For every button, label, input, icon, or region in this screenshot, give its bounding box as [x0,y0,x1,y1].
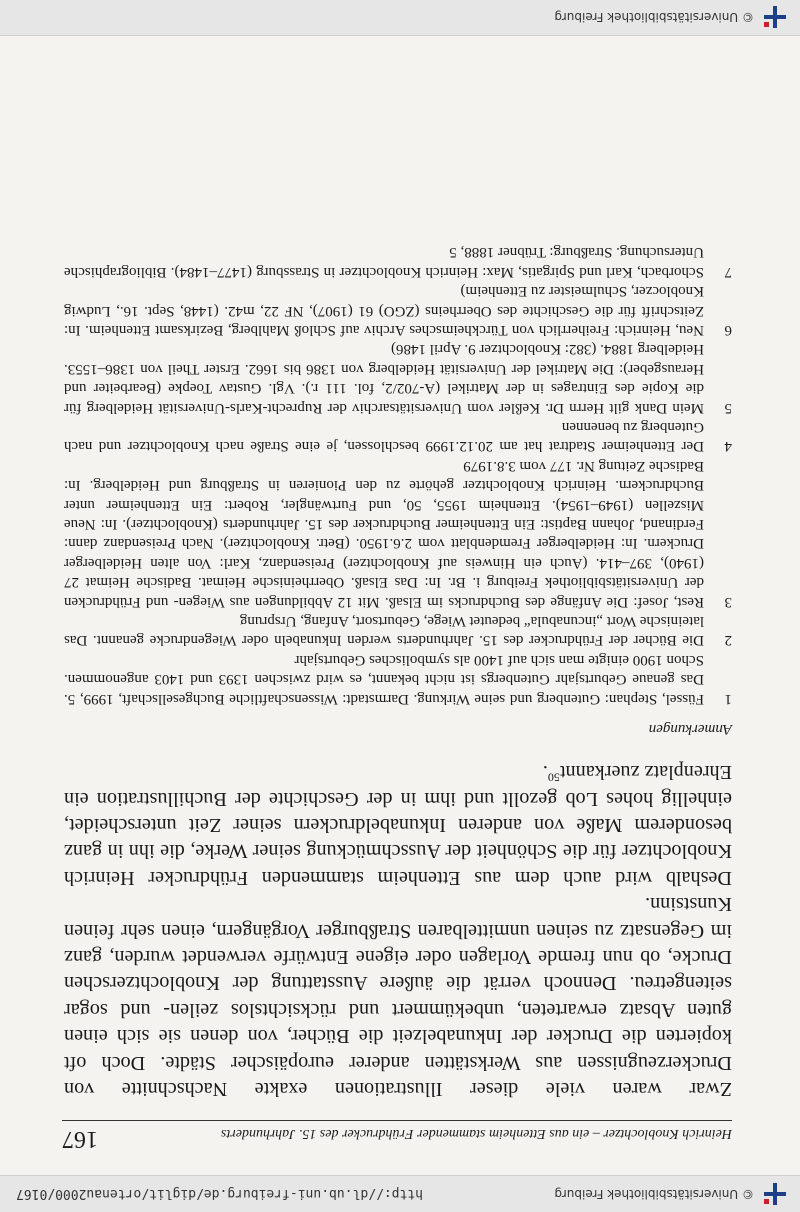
footnotes-list [64,242,732,708]
footnote-item [64,417,732,456]
university-library-logo-icon [762,4,788,30]
footnote-item [64,455,732,610]
footnote-number: 2 [724,632,732,649]
footnote-text: Die Bücher der Frühdrucker des 15. Jahrhunderts werden Inkunabeln oder Wiegendrucke genannt. Das lateinische Wort „incunabula“ bedeutet Wiege, Geburtsort, Anfang, Ursprung [64,613,704,649]
footnote-item [64,281,732,339]
footnote-number: 7 [724,263,732,280]
footnote-item [64,339,732,417]
library-brand-footer [554,4,788,30]
footnote-item [64,242,732,281]
footnote-item [64,650,732,708]
running-title: Heinrich Knoblochtzer – ein aus Ettenheim stammender Frühdrucker des 15. Jahrhunderts [220,1126,732,1141]
footnote-reference: 50 [547,770,560,785]
footnote-number: 5 [724,399,732,416]
footnote-number: 1 [724,690,732,707]
footnote-text: Mein Dank gilt Herrn Dr. Keßler vom Universitätsarchiv der Ruprecht-Karls-Universität Heidelberg für die Kopie des Eintrages in der Matrikel (A-702/2, fol. 111 r.). Vgl. Gustav Toepke (Bearbeiter und Herausgeber): Die Matrikel der Universität Heidelberg von 1386 bis 1662. Erster Theil von 1386–1553. Heidelberg 1884. (382: Knoblochtzer 9. April 1486) [64,341,704,416]
paragraph: Zwar waren viele dieser Illustrationen exakte Nachschnitte von Druckerzeugnissen aus Werkstätten anderer europäischer Städte. Doch oft kopierten die Drucker der Inkunabelzeit die Bücher, von denen sie sich einen guten Absatz erwarteten, unbekümmert und rücksichtslos zeilen- und sogar seitengetreu. Dennoch verrät die äußere Ausstattung der Knoblochtzerschen Drucke, ob nun fremde Vorlagen oder eigene Entwürfe verwendet wurden, ganz im Gegensatz zu seinen unmittelbaren Straßburger Vorgängern, einen sehr feinen Kunstsinn. [64,893,732,1100]
university-library-logo-icon [762,1181,788,1207]
notes-heading: Anmerkungen [648,720,732,737]
library-brand [554,1181,788,1207]
viewer-footer [0,0,800,36]
main-text [64,759,732,1102]
footnote-text: Neu, Heinrich: Freiherrlich von Türckheimsches Archiv auf Schloß Mahlberg, Bezirksamt Ettenheim. In: Zeitschrift für die Geschichte des Oberrheins (ZGO) 61 (1907), NF 22, m42. (1448, Sept. 16., Ludwig Knobloczer, Schulmeister zu Ettenheim) [64,283,704,338]
footnote-number: 3 [724,593,732,610]
footnote-number: 6 [724,322,732,338]
running-head [62,1120,732,1152]
footnote-text: Schorbach, Karl und Spirgatis, Max: Heinrich Knoblochtzer in Strassburg (1477–1484). Bibliographische Untersuchung. Straßburg: Trübner 1888, 5 [64,244,704,280]
footnote-text: Der Ettenheimer Stadtrat hat am 20.12.1999 beschlossen, je eine Straße nach Knoblochtzer und nach Gutenberg zu benennen [64,419,704,455]
page-number: 167 [62,1126,98,1152]
paragraph: Deshalb wird auch dem aus Ettenheim stammenden Frühdrucker Heinrich Knoblochtzer für die Schönheit der Ausschmückung seiner Werke, die ihn in ganz besonderem Maße von anderen Inkunabeldruckern seiner Zeit unterscheidet, einhellig hohes Lob gezollt und ihm in der Geschichte der Buchillustration ein Ehrenplatz zuerkannt$^{50}$. [64,761,732,889]
footnote-number: 4 [724,438,732,455]
copyright-label-footer: © Universitätsbibliothek Freiburg [554,10,754,24]
footnote-item [64,611,732,650]
footnote-text: Füssel, Stephan: Gutenberg und seine Wirkung. Darmstadt: Wissenschaftliche Buchgesellschaft, 1999, 5. Das genaue Geburtsjahr Gutenbergs ist nicht bekannt, es wird zwischen 1393 und 1403 angenommen. Schon 1900 einigte man sich auf 1400 als symbolisches Geburtsjahr [64,651,704,707]
copyright-label: © Universitätsbibliothek Freiburg [554,1187,754,1201]
viewer-header [0,1175,800,1212]
page-url[interactable]: http://dl.ub.uni-freiburg.de/diglit/ortenau2000/0167 [16,1186,423,1202]
page-content [0,242,800,1152]
footnote-text: Rest, Josef: Die Anfänge des Buchdrucks im Elsaß. Mit 12 Abbildungen aus Wiegen- und Frühdrucken der Universitätsbibliothek Freiburg i. Br. In: Das Elsaß. Oberrheinische Heimat. Badische Heimat 27 (1940), 397–414. (Auch ein Hinweis auf Knoblochtzer) Preisendanz, Karl: Von alten Heidelberger Druckern. In: Heidelberger Fremdenblatt vom 2.6.1950. (Betr. Knoblochtzer). Nach Preisendanz dann: Ferdinand, Johann Baptist: Ein Ettenheimer Buchdrucker des 15. Jahrhunderts (Knoblochtzer). In: Neue Miszellen (1949–1954). Ettenheim 1955, 50, und Furtwängler, Robert: Ein Ettenheimer unter Buchdruckern. Heinrich Knoblochtzer gehörte zu den Pionieren in Straßburg und Heidelberg. In: Badische Zeitung Nr. 177 vom 3.8.1979 [64,457,704,610]
